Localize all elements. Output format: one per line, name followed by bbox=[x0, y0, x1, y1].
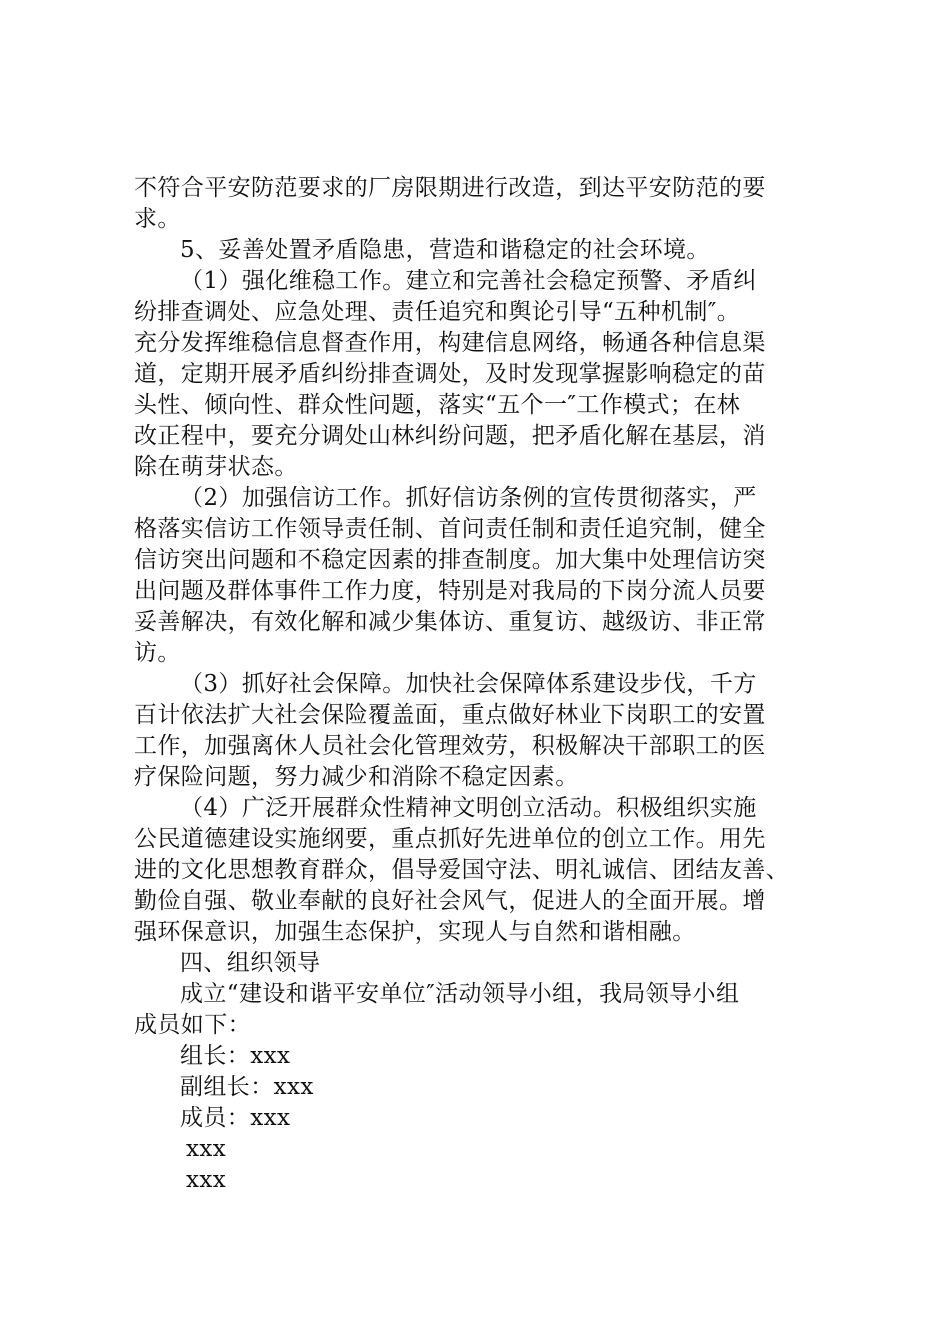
text-line: 改正程中，要充分调处山林纠纷问题，把矛盾化解在基层，消 bbox=[134, 423, 766, 449]
text-line: 求。 bbox=[134, 206, 181, 232]
text-line: 格落实信访工作领导责任制、首问责任制和责任追究制，健全 bbox=[134, 516, 766, 542]
text-line: 公民道德建设实施纲要，重点抓好先进单位的创立工作。用先 bbox=[134, 826, 766, 852]
text-line: 出问题及群体事件工作力度，特别是对我局的下岗分流人员要 bbox=[134, 578, 766, 604]
roster-deputy-leader: 副组长：xxx bbox=[180, 1074, 314, 1100]
roster-members: 成员：xxx bbox=[180, 1105, 291, 1131]
text-line: 信访突出问题和不稳定因素的排查制度。加大集中处理信访突 bbox=[134, 547, 766, 573]
text-line: 充分发挥维稳信息督查作用，构建信息网络，畅通各种信息渠 bbox=[134, 330, 766, 356]
text-line: 成员如下： bbox=[134, 1012, 251, 1038]
roster-member: xxx bbox=[186, 1167, 227, 1193]
section-heading: 5、妥善处置矛盾隐患，营造和谐稳定的社会环境。 bbox=[180, 237, 710, 263]
text-line: 疗保险问题，努力减少和消除不稳定因素。 bbox=[134, 764, 579, 790]
text-line: 勤俭自强、敬业奉献的良好社会风气，促进人的全面开展。增 bbox=[134, 888, 766, 914]
paragraph-start: （4）广泛开展群众性精神文明创立活动。积极组织实施 bbox=[180, 795, 757, 821]
text-line: 工作，加强离休人员社会化管理效劳，积极解决干部职工的医 bbox=[134, 733, 766, 759]
section-heading: 四、组织领导 bbox=[180, 950, 321, 976]
text-line: 道，定期开展矛盾纠纷排查调处，及时发现掌握影响稳定的苗 bbox=[134, 361, 766, 387]
text-line: 百计依法扩大社会保险覆盖面，重点做好林业下岗职工的安置 bbox=[134, 702, 766, 728]
text-line: 妥善解决，有效化解和减少集体访、重复访、越级访、非正常 bbox=[134, 609, 766, 635]
paragraph-start: 成立“建设和谐平安单位″活动领导小组，我局领导小组 bbox=[180, 981, 740, 1007]
roster-member: xxx bbox=[186, 1136, 227, 1162]
text-line: 访。 bbox=[134, 640, 181, 666]
paragraph-start: （1）强化维稳工作。建立和完善社会稳定预警、矛盾纠 bbox=[180, 268, 757, 294]
text-line: 进的文化思想教育群众，倡导爱国守法、明礼诚信、团结友善、 bbox=[134, 857, 790, 883]
text-line: 除在萌芽状态。 bbox=[134, 454, 298, 480]
text-line: 纷排查调处、应急处理、责任追究和舆论引导“五种机制″。 bbox=[134, 299, 741, 325]
roster-leader: 组长：xxx bbox=[180, 1043, 291, 1069]
text-line: 头性、倾向性、群众性问题，落实“五个一″工作模式；在林 bbox=[134, 392, 741, 418]
text-line: 强环保意识，加强生态保护，实现人与自然和谐相融。 bbox=[134, 919, 696, 945]
text-line: 不符合平安防范要求的厂房限期进行改造，到达平安防范的要 bbox=[134, 175, 766, 201]
paragraph-start: （2）加强信访工作。抓好信访条例的宣传贯彻落实，严 bbox=[180, 485, 757, 511]
paragraph-start: （3）抓好社会保障。加快社会保障体系建设步伐，千方 bbox=[180, 671, 757, 697]
